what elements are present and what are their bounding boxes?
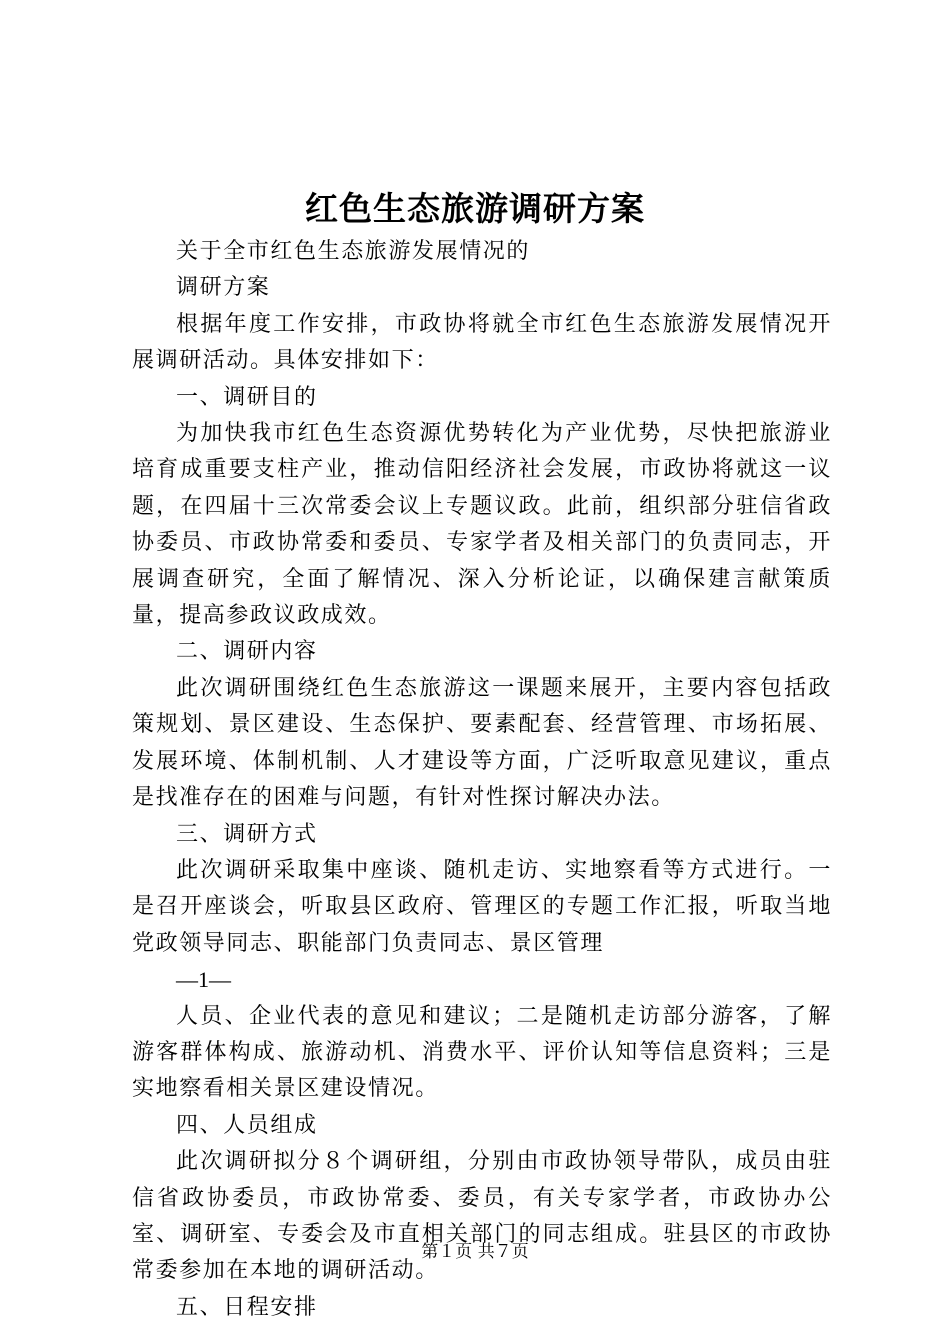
page-footer: 第１页 共７页	[421, 1242, 529, 1262]
section-heading-schedule: 五、日程安排	[176, 1294, 318, 1320]
subtitle-line-2: 调研方案	[176, 275, 271, 301]
document-body	[132, 234, 832, 1326]
content-paragraph: 此次调研围绕红色生态旅游这一课题来展开，主要内容包括政策规划、景区建设、生态保护、要素配套、经营管理、市场拓展、发展环境、体制机制、人才建设等方面，广泛听取意见建议，重点是找准存在的困难与问题，有针对性探讨解决办法。	[132, 675, 832, 811]
section-heading-content: 二、调研内容	[176, 639, 318, 665]
inline-page-number: —1—	[176, 967, 231, 993]
method-paragraph-continued: 人员、企业代表的意见和建议；二是随机走访部分游客，了解游客群体构成、旅游动机、消费水平、评价认知等信息资料；三是实地察看相关景区建设情况。	[132, 1003, 832, 1102]
section-heading-personnel: 四、人员组成	[176, 1112, 318, 1138]
section-heading-method: 三、调研方式	[176, 821, 318, 847]
method-paragraph: 此次调研采取集中座谈、随机走访、实地察看等方式进行。一是召开座谈会，听取县区政府、管理区的专题工作汇报，听取当地党政领导同志、职能部门负责同志、景区管理	[132, 857, 832, 956]
subtitle-line-1: 关于全市红色生态旅游发展情况的	[176, 239, 531, 264]
document-title: 红色生态旅游调研方案	[305, 189, 645, 228]
personnel-paragraph: 此次调研拟分８个调研组，分别由市政协领导带队，成员由驻信省政协委员，市政协常委、委员，有关专家学者，市政协办公室、调研室、专委会及市直相关部门的同志组成。驻县区的市政协常委参加在本地的调研活动。	[132, 1149, 832, 1284]
section-heading-purpose: 一、调研目的	[176, 384, 318, 410]
purpose-paragraph: 为加快我市红色生态资源优势转化为产业优势，尽快把旅游业培育成重要支柱产业，推动信阳经济社会发展，市政协将就这一议题，在四届十三次常委会议上专题议政。此前，组织部分驻信省政协委员、市政协常委和委员、专家学者及相关部门的负责同志，开展调查研究，全面了解情况、深入分析论证，以确保建言献策质量，提高参政议政成效。	[132, 421, 832, 629]
intro-paragraph: 根据年度工作安排，市政协将就全市红色生态旅游发展情况开展调研活动。具体安排如下：	[132, 311, 832, 374]
